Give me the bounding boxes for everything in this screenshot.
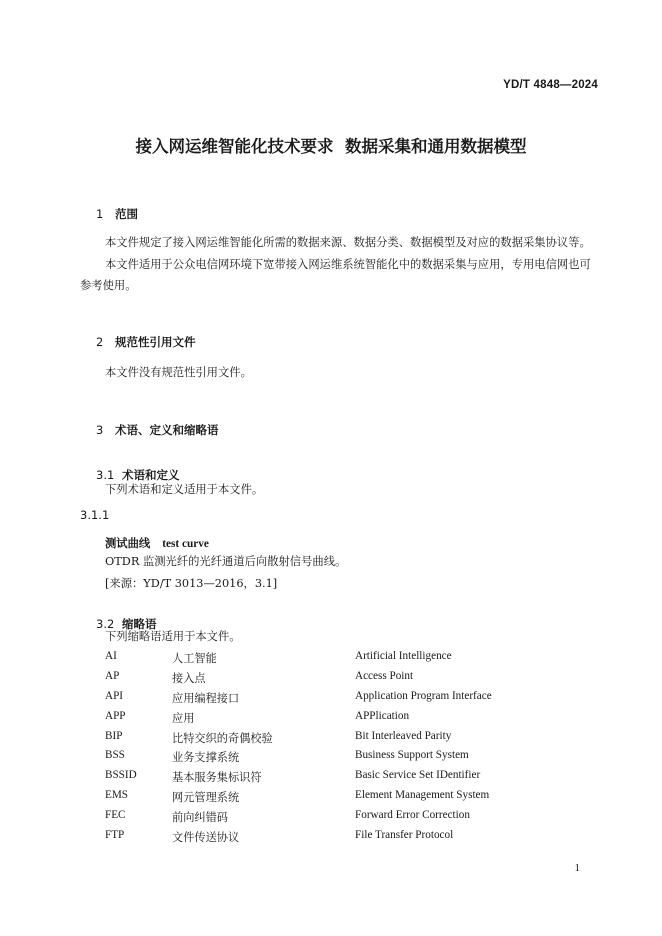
abbreviation: EMS (105, 789, 129, 802)
abbreviation-english: Basic Service Set IDentifier (355, 769, 481, 782)
abbreviation-row (105, 809, 575, 829)
term-heading (105, 535, 209, 551)
abbreviation-english: APPlication (355, 709, 410, 722)
section-1-heading (80, 192, 138, 236)
abbreviation: APP (105, 709, 126, 722)
abbreviation-chinese: 比特交织的奇偶校验 (172, 731, 273, 745)
section-title: 规范性引用文件 (115, 335, 196, 349)
section-3-heading (80, 408, 219, 452)
term-definition: OTDR 监测光纤的光纤通道后向散射信号曲线。 (105, 555, 347, 568)
section-title: 术语和定义 (122, 468, 180, 482)
section-number: 3.2 (96, 617, 115, 631)
abbreviation-english: Access Point (355, 669, 414, 682)
abbreviation-row (105, 690, 575, 710)
abbreviation-english: Business Support System (355, 749, 469, 762)
abbreviation-english: Bit Interleaved Parity (355, 729, 452, 742)
term-source: [来源：YD/T 3013—2016，3.1] (105, 577, 278, 590)
section-number: 3.1 (96, 468, 115, 482)
terms-intro-paragraph: 下列术语和定义适用于本文件。 (105, 483, 264, 496)
section-title: 术语、定义和缩略语 (115, 423, 219, 437)
abbreviation-row (105, 769, 575, 789)
abbreviation-row (105, 749, 575, 769)
abbreviation-row (105, 650, 575, 670)
abbreviation-chinese: 网元管理系统 (172, 791, 240, 805)
abbreviation: API (105, 689, 124, 702)
abbreviation-row (105, 710, 575, 730)
abbreviation-chinese: 前向纠错码 (172, 811, 228, 825)
page-number: 1 (574, 862, 580, 874)
term-chinese: 测试曲线 (105, 537, 151, 550)
abbreviation-english: Application Program Interface (355, 689, 492, 702)
scope-paragraph-2-line-2: 参考使用。 (80, 279, 137, 292)
abbreviation-row (105, 670, 575, 690)
normative-references-paragraph: 本文件没有规范性引用文件。 (105, 366, 252, 379)
abbreviation: AP (105, 669, 120, 682)
abbreviation-chinese: 业务支撑系统 (172, 751, 240, 765)
abbreviation-chinese: 应用 (172, 711, 195, 725)
document-title: 接入网运维智能化技术要求 数据采集和通用数据模型 (135, 137, 527, 156)
abbreviation-english: Forward Error Correction (355, 809, 470, 822)
term-number: 3.1.1 (80, 508, 110, 522)
section-title: 缩略语 (122, 617, 157, 631)
abbreviation-english: Element Management System (355, 789, 490, 802)
abbreviation-row (105, 829, 575, 849)
abbreviation-chinese: 应用编程接口 (172, 691, 240, 705)
abbreviation-chinese: 接入点 (172, 671, 206, 685)
abbreviation-row (105, 789, 575, 809)
scope-paragraph-2-line-1: 本文件适用于公众电信网环境下宽带接入网运维系统智能化中的数据采集与应用，专用电信网也可 (105, 258, 591, 271)
section-number: 1 (96, 207, 104, 221)
section-number: 3 (96, 423, 104, 437)
abbreviations-intro-paragraph: 下列缩略语适用于本文件。 (105, 630, 241, 643)
section-number: 2 (96, 335, 104, 349)
term-english: test curve (162, 538, 209, 550)
scope-paragraph-1: 本文件规定了接入网运维智能化所需的数据来源、数据分类、数据模型及对应的数据采集协议等。 (105, 236, 591, 249)
abbreviation: AI (105, 650, 117, 662)
abbreviation-english: File Transfer Protocol (355, 829, 454, 842)
abbreviation-english: Artificial Intelligence (355, 650, 452, 662)
section-2-heading (80, 320, 196, 364)
abbreviation: BSSID (105, 769, 137, 782)
standard-code: YD/T 4848—2024 (503, 79, 598, 91)
abbreviation: BIP (105, 729, 123, 742)
abbreviation: FEC (105, 809, 126, 822)
abbreviation: FTP (105, 829, 125, 842)
abbreviation-chinese: 人工智能 (172, 652, 217, 665)
abbreviation-row (105, 730, 575, 750)
abbreviation-chinese: 基本服务集标识符 (172, 771, 262, 785)
abbreviation-chinese: 文件传送协议 (172, 831, 240, 845)
abbreviations-table (105, 650, 575, 849)
section-title: 范围 (115, 207, 139, 221)
abbreviation: BSS (105, 749, 125, 762)
